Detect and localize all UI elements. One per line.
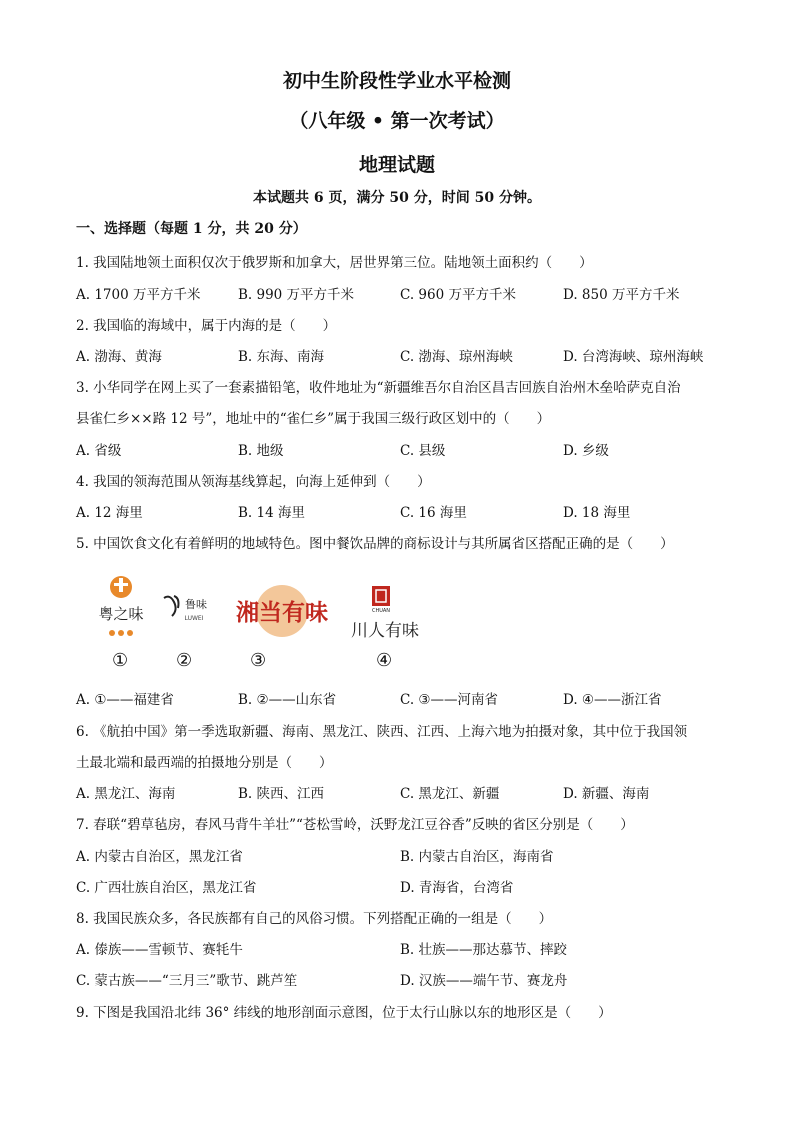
logo-yue-zhi-wei [96,573,146,641]
q4-option-b[interactable]: B. 14 海里 [238,505,305,521]
logo-xiang-dang-you-wei [228,582,336,640]
q8-option-a[interactable]: A. 傣族——雪顿节、赛牦牛 [76,942,243,958]
q4-option-c[interactable]: C. 16 海里 [400,505,467,521]
q4-option-a[interactable]: A. 12 海里 [76,505,143,521]
q6-option-b[interactable]: B. 陕西、江西 [238,786,325,802]
question-6-stem-line2: 土最北端和最西端的拍摄地分别是（ ） [76,755,333,771]
logo-2-subtext: LUWEI [184,615,204,622]
logo-4-text: 川人有味 [351,621,419,641]
question-7-stem: 7. 春联“碧草毡房，春风马背牛羊壮”“苍松雪岭，沃野龙江豆谷香”反映的省区分别是（ ） [76,817,634,833]
logo-1-text: 粤之味 [98,605,144,623]
q3-option-c[interactable]: C. 县级 [400,443,446,459]
q2-option-d[interactable]: D. 台湾海峡、琼州海峡 [563,349,704,365]
q1-option-b[interactable]: B. 990 万平方千米 [238,287,355,303]
q7-option-b[interactable]: B. 内蒙古自治区，海南省 [400,849,554,865]
subject-title: 地理试题 [358,154,435,176]
q4-option-d[interactable]: D. 18 海里 [563,505,631,521]
q2-option-b[interactable]: B. 东海、南海 [238,349,325,365]
question-1-stem: 1. 我国陆地领土面积仅次于俄罗斯和加拿大，居世界第三位。陆地领土面积约（ ） [76,255,593,271]
question-2-stem: 2. 我国临的海域中，属于内海的是（ ） [76,318,337,334]
q5-option-b[interactable]: B. ②——山东省 [238,692,337,708]
q2-option-a[interactable]: A. 渤海、黄海 [76,349,162,365]
q3-option-b[interactable]: B. 地级 [238,443,284,459]
logo-2-text: 鲁味 [185,598,207,611]
logo-chuan-ren-you-wei [342,584,428,644]
q3-option-a[interactable]: A. 省级 [76,443,122,459]
q1-option-c[interactable]: C. 960 万平方千米 [400,287,516,303]
q6-option-c[interactable]: C. 黑龙江、新疆 [400,786,500,802]
question-4-stem: 4. 我国的领海范围从领海基线算起，向海上延伸到（ ） [76,474,431,490]
question-8-stem: 8. 我国民族众多，各民族都有自己的风俗习惯。下列搭配正确的一组是（ ） [76,911,553,927]
logo-label-3: ③ [250,650,267,671]
q7-option-c[interactable]: C. 广西壮族自治区，黑龙江省 [76,880,257,896]
section-heading: 一、选择题（每题 1 分，共 20 分） [76,221,307,237]
q7-option-d[interactable]: D. 青海省，台湾省 [400,880,514,896]
q8-option-d[interactable]: D. 汉族——端午节、赛龙舟 [400,973,568,989]
logo-lu-wei [160,592,216,626]
q8-option-b[interactable]: B. 壮族——那达慕节、摔跤 [400,942,568,958]
logo-label-4: ④ [376,650,393,671]
q7-option-a[interactable]: A. 内蒙古自治区，黑龙江省 [76,849,243,865]
question-6-stem-line1: 6. 《航拍中国》第一季选取新疆、海南、黑龙江、陕西、江西、上海六地为拍摄对象，其中位于我国领 [76,724,688,740]
exam-info: 本试题共 6 页，满分 50 分，时间 50 分钟。 [253,190,541,206]
q2-option-c[interactable]: C. 渤海、琼州海峡 [400,349,513,365]
q6-option-a[interactable]: A. 黑龙江、海南 [76,786,176,802]
q8-option-c[interactable]: C. 蒙古族——“三月三”歌节、跳芦笙 [76,973,298,989]
q5-option-d[interactable]: D. ④——浙江省 [563,692,662,708]
q5-option-a[interactable]: A. ①——福建省 [76,692,174,708]
exam-title: 初中生阶段性学业水平检测 [282,70,511,92]
q3-option-d[interactable]: D. 乡级 [563,443,609,459]
logo-3-text: 湘当有味 [236,600,328,626]
q6-option-d[interactable]: D. 新疆、海南 [563,786,650,802]
question-3-stem-line1: 3. 小华同学在网上买了一套素描铅笔，收件地址为“新疆维吾尔自治区昌吉回族自治州木垒哈萨克自治 [76,380,681,396]
logo-label-1: ① [112,650,129,671]
q1-option-d[interactable]: D. 850 万平方千米 [563,287,680,303]
q1-option-a[interactable]: A. 1700 万平方千米 [76,287,201,303]
exam-subtitle: （八年级 • 第一次考试） [289,110,505,132]
question-3-stem-line2: 县雀仁乡××路 12 号”，地址中的“雀仁乡”属于我国三级行政区划中的（ ） [76,411,551,427]
question-5-stem: 5. 中国饮食文化有着鲜明的地域特色。图中餐饮品牌的商标设计与其所属省区搭配正确的是（ ） [76,536,674,552]
logo-4-subtext: CHUAN [371,608,391,614]
logo-label-2: ② [176,650,193,671]
question-9-stem: 9. 下图是我国沿北纬 36° 纬线的地形剖面示意图，位于太行山脉以东的地形区是（ ） [76,1005,612,1021]
q5-option-c[interactable]: C. ③——河南省 [400,692,499,708]
